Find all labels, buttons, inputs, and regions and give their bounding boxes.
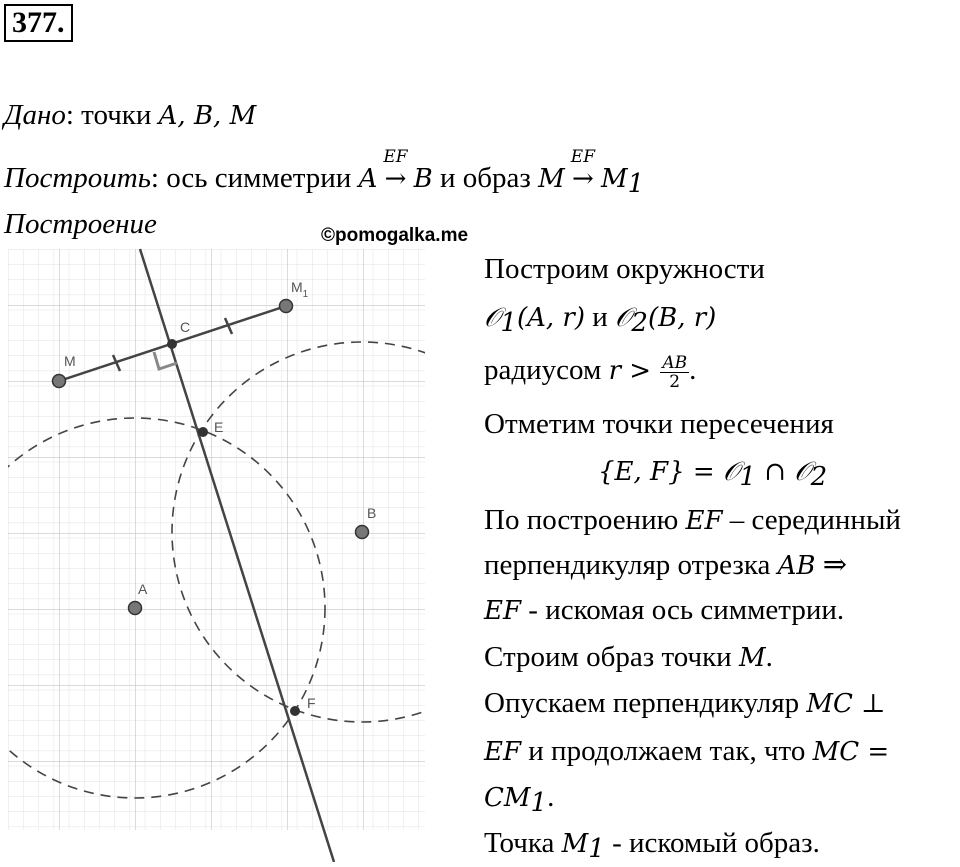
l11-a: и продолжаем так, что: [521, 735, 813, 767]
construction-label: Построение: [4, 208, 157, 240]
l13-sub: 1: [588, 834, 605, 864]
expl-line-10: [484, 685, 886, 722]
l11-m2: MC =: [812, 737, 890, 767]
o-and: и: [584, 301, 615, 333]
l9-a: Строим образ точки: [484, 641, 739, 673]
l12-b: .: [547, 781, 555, 813]
l12-sub: 1: [530, 788, 548, 818]
label-b: B: [367, 505, 377, 521]
arrow-ab: EF →: [385, 161, 407, 197]
o2-symbol: 𝒪: [615, 303, 632, 333]
given-text: : точки: [65, 99, 159, 131]
construct-to-m-sub: 1: [627, 169, 645, 199]
radius-text: радиусом: [484, 354, 609, 386]
intersection-sub1: 1: [739, 462, 756, 492]
given-points: A, B, M: [158, 101, 257, 131]
expl-line-3: [484, 352, 696, 391]
l7-b: ⇒: [815, 549, 848, 581]
o1-symbol: 𝒪: [484, 303, 501, 333]
expl-line-5: [598, 453, 827, 495]
construct-from-m: M: [538, 164, 565, 194]
expl-line-6: [484, 502, 901, 539]
label-e: E: [214, 419, 224, 435]
expl-line-1: Построим окружности: [484, 253, 765, 285]
intersection-cap: ∩ 𝒪: [755, 457, 811, 487]
label-f: F: [307, 695, 316, 711]
point-m: [53, 375, 66, 388]
l7-m: AB: [777, 551, 816, 581]
intersection-sub2: 2: [810, 462, 828, 492]
l8-m: EF: [484, 596, 522, 626]
grid: [0, 249, 440, 830]
expl-line-7: [484, 547, 847, 584]
l11-m: EF: [484, 737, 522, 767]
construct-and: и образ: [432, 162, 539, 194]
o1-args: (A, r): [516, 303, 585, 333]
l12-m: CM: [484, 783, 531, 813]
point-a: [129, 602, 142, 615]
expl-line-13: [484, 825, 820, 867]
arrow-ab-label: EF: [383, 147, 408, 167]
expl-line-11: [484, 733, 889, 770]
expl-line-4: Отметим точки пересечения: [484, 408, 834, 440]
l9-b: .: [765, 641, 773, 673]
o1-sub: 1: [500, 308, 517, 338]
construct-from-a: A: [358, 164, 378, 194]
fraction-numerator: AB: [662, 352, 688, 373]
l9-m: M: [738, 643, 766, 673]
construction-diagram: [0, 0, 440, 862]
construct-to-m: M: [601, 164, 628, 194]
arrow-mm1: EF →: [572, 161, 594, 197]
l13-m: M: [561, 829, 589, 859]
expl-line-2: [484, 299, 716, 341]
fraction-ab-2: [660, 354, 689, 391]
watermark: ©pomogalka.me: [321, 225, 469, 246]
intersection-math: {E, F} = 𝒪: [598, 457, 740, 487]
l6-m: EF: [685, 506, 723, 536]
point-f: [290, 706, 300, 716]
point-e: [198, 427, 208, 437]
fraction-denominator: 2: [669, 371, 681, 392]
radius-dot: .: [689, 354, 697, 386]
l10-a: Опускаем перпендикуляр: [484, 687, 807, 719]
label-m1-sub: 1: [302, 289, 309, 300]
given-label: Дано: [4, 99, 66, 131]
point-b: [356, 526, 369, 539]
l13-b: - искомый образ.: [604, 827, 820, 859]
label-m1-letter: M: [291, 279, 303, 295]
problem-number: 377.: [4, 4, 73, 42]
arrow-mm1-label: EF: [570, 147, 595, 167]
l6-a: По построению: [484, 504, 686, 536]
l7-a: перпендикуляр отрезка: [484, 549, 778, 581]
label-c: C: [180, 319, 191, 335]
label-m: M: [64, 353, 76, 369]
l6-b: – серединный: [722, 504, 901, 536]
expl-line-9: [484, 639, 773, 676]
o2-args: (B, r): [647, 303, 717, 333]
point-c: [167, 339, 177, 349]
o2-sub: 2: [631, 308, 648, 338]
l13-a: Точка: [484, 827, 562, 859]
point-m1: [280, 300, 293, 313]
construct-text: : ось симметрии: [150, 162, 359, 194]
expl-line-12: [484, 779, 554, 821]
radius-math: r >: [608, 356, 652, 386]
l10-m: MC ⊥: [806, 689, 886, 719]
l8-b: - искомая ось симметрии.: [521, 594, 845, 626]
construct-label: Построить: [4, 162, 151, 194]
expl-line-8: [484, 592, 844, 629]
construct-to-b: B: [413, 164, 433, 194]
label-a: A: [138, 581, 148, 597]
